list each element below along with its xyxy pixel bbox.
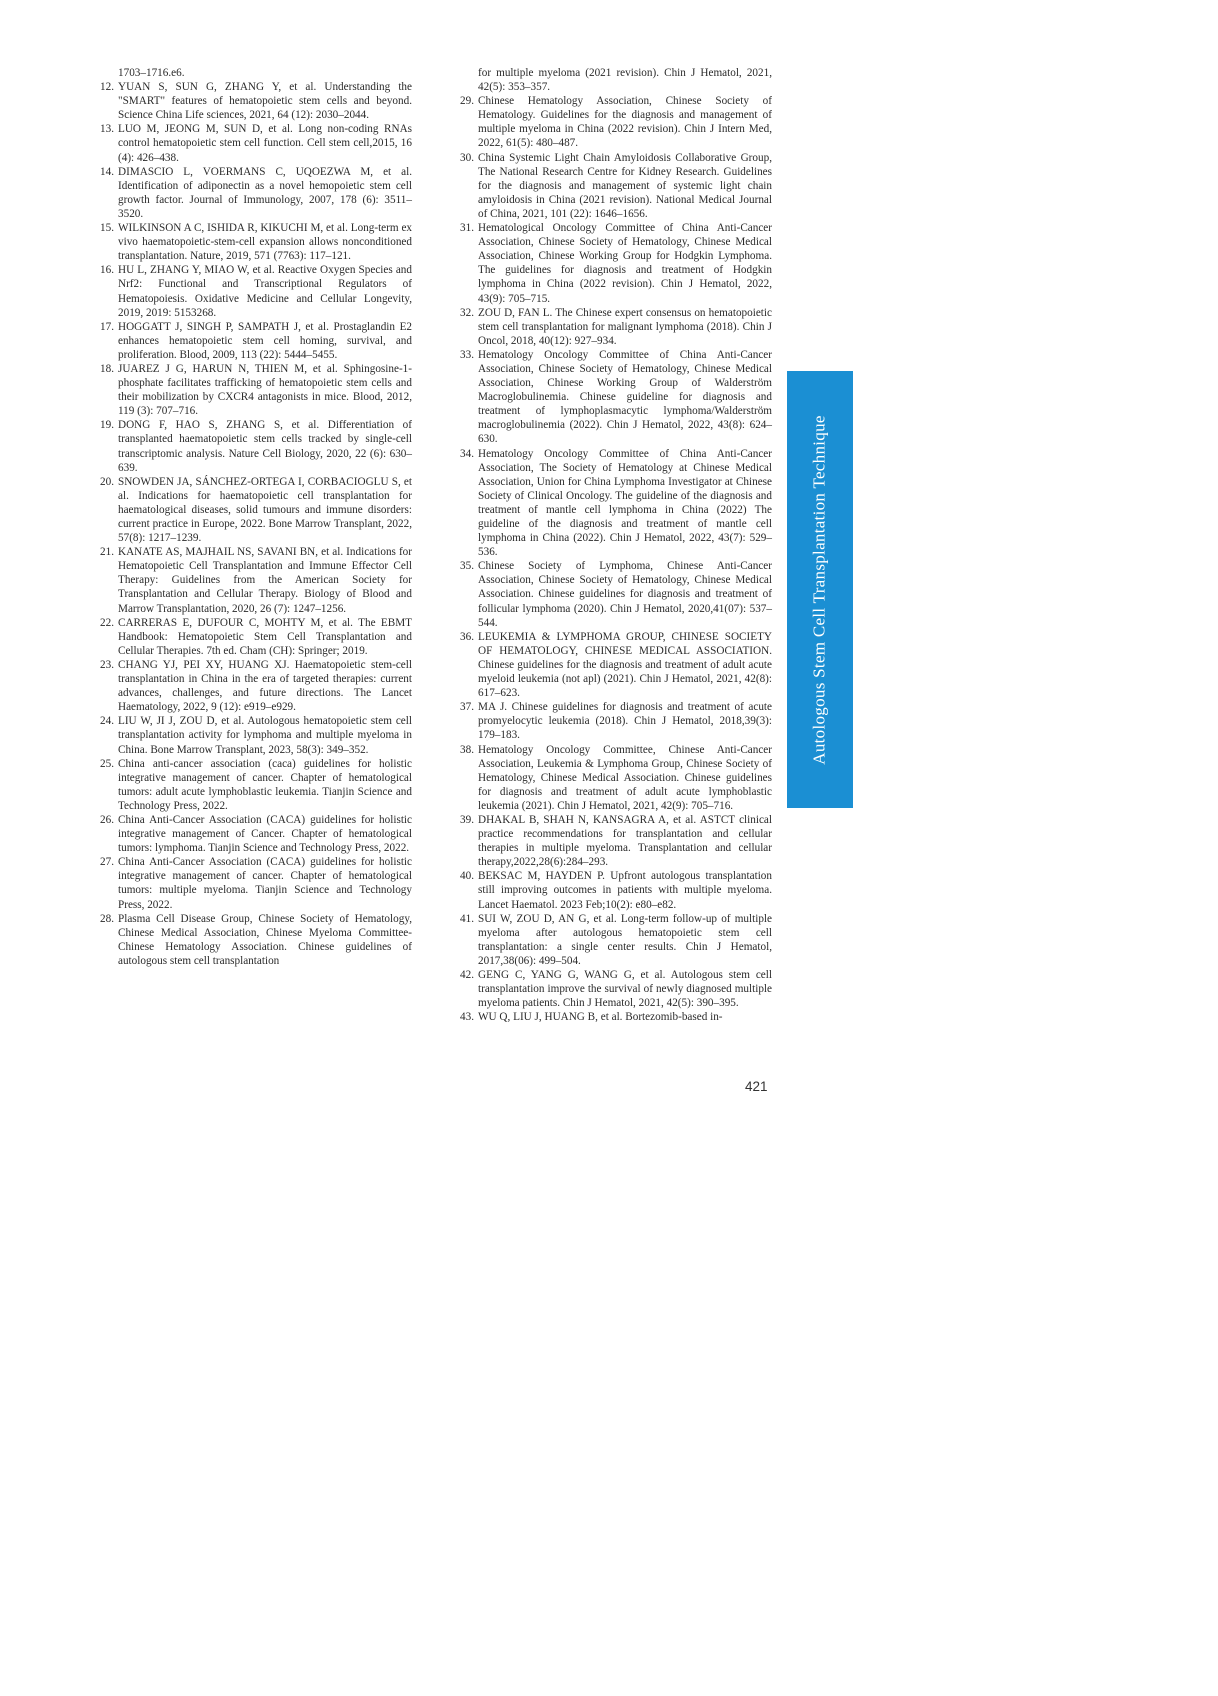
reference-item: 1703–1716.e6. <box>118 67 185 79</box>
reference-item: 32. ZOU D, FAN L. The Chinese expert consensus on hematopoietic stem cell transplantation for malignant lymphoma (2018). Chin J Oncol, 2018, 40(12): 927–934. <box>460 306 772 347</box>
reference-item: 17. HOGGATT J, SINGH P, SAMPATH J, et al. Prostaglandin E2 enhances hematopoietic stem cell homing, survival, and proliferation. Blood, 2009, 113 (22): 5444–5455. <box>100 320 412 361</box>
reference-item: 38. Hematology Oncology Committee, Chinese Anti-Cancer Association, Leukemia & Lymphoma Group, Chinese Society of Hematology, Chinese Medical Association. Chinese guidelines for diagnosis and treatment of adult acute lymphoblastic leukemia (2021). Chin J Hematol, 2021, 42(9): 705–716. <box>460 743 772 812</box>
reference-item: 21. KANATE AS, MAJHAIL NS, SAVANI BN, et al. Indications for Hematopoietic Cell Transplantation and Immune Effector Cell Therapy: Guidelines from the American Society for Transplantation and Cellular Therapy. Biology of Blood and Marrow Transplantation, 2020, 26 (7): 1247–1256. <box>100 546 412 615</box>
reference-item: 14. DIMASCIO L, VOERMANS C, UQOEZWA M, et al. Identification of adiponectin as a novel hemopoietic stem cell growth factor. Journal of Immunology, 2007, 178 (6): 3511–3520. <box>100 165 412 220</box>
reference-item: 25. China anti-cancer association (caca) guidelines for holistic integrative management of cancer. Chapter of hematological tumors: adult acute lymphoblastic leukemia. Tianjin Science and Technology Press, 2022. <box>100 757 412 812</box>
reference-item: 12. YUAN S, SUN G, ZHANG Y, et al. Understanding the "SMART" features of hematopoietic stem cells and beyond. Science China Life sciences, 2021, 64 (12): 2030–2044. <box>100 81 412 122</box>
reference-item: 18. JUAREZ J G, HARUN N, THIEN M, et al. Sphingosine-1-phosphate facilitates trafficking of hematopoietic stem cells and their mobilization by CXCR4 antagonists in mice. Blood, 2012, 119 (3): 707–716. <box>100 362 412 418</box>
reference-item: 27. China Anti-Cancer Association (CACA) guidelines for holistic integrative management of cancer. Chapter of hematological tumors: multiple myeloma. Tianjin Science and Technology Press, 2022. <box>100 856 412 911</box>
reference-item: 42. GENG C, YANG G, WANG G, et al. Autologous stem cell transplantation improve the survival of newly diagnosed multiple myeloma patients. Chin J Hematol, 2021, 42(5): 390–395. <box>460 969 772 1010</box>
reference-item: 16. HU L, ZHANG Y, MIAO W, et al. Reactive Oxygen Species and Nrf2: Functional and Transcriptional Regulators of Hematopoiesis. Oxidative Medicine and Cellular Longevity, 2019, 2019: 5153268. <box>100 264 412 319</box>
reference-item: 43. WU Q, LIU J, HUANG B, et al. Bortezomib-based in- <box>460 1011 723 1024</box>
reference-item: 24. LIU W, JI J, ZOU D, et al. Autologous hematopoietic stem cell transplantation activity for lymphoma and multiple myeloma in China. Bone Marrow Transplant, 2023, 58(3): 349–352. <box>100 715 412 756</box>
reference-item: 36. LEUKEMIA & LYMPHOMA GROUP, CHINESE SOCIETY OF HEMATOLOGY, CHINESE MEDICAL ASSOCIATION. Chinese guidelines for the diagnosis and treatment of adult acute myeloid leukemia (not apl) (2021). Chin J Hematol, 2021, 42(8): 617–623. <box>460 630 772 700</box>
reference-item: 39. DHAKAL B, SHAH N, KANSAGRA A, et al. ASTCT clinical practice recommendations for transplantation and cellular therapies in multiple myeloma. Transplantation and cellular therapy,2022,28(6):284–293. <box>460 813 772 869</box>
side-tab-label: Autologous Stem Cell Transplantation Technique <box>810 414 830 765</box>
reference-item: for multiple myeloma (2021 revision). Chin J Hematol, 2021, 42(5): 353–357. <box>478 67 772 94</box>
reference-item: 30. China Systemic Light Chain Amyloidosis Collaborative Group, The National Research Centre for Kidney Research. Guidelines for the diagnosis and management of systemic light chain amyloidosis in China (2021 revision). National Medical Journal of China, 2021, 101 (22): 1646–1656. <box>460 151 772 220</box>
reference-item: 35. Chinese Society of Lymphoma, Chinese Anti-Cancer Association, Chinese Society of Hematology, Chinese Medical Association. Chinese guidelines for diagnosis and treatment of follicular lymphoma (2020). Chin J Hematol, 2020,41(07): 537–544. <box>460 560 772 629</box>
reference-item: 20. SNOWDEN JA, SÁNCHEZ-ORTEGA I, CORBACIOGLU S, et al. Indications for haematopoietic cell transplantation for haematological diseases, solid tumours and immune disorders: current practice in Europe, 2022. Bone Marrow Transplant, 2022, 57(8): 1217–1239. <box>100 475 412 545</box>
reference-item: 15. WILKINSON A C, ISHIDA R, KIKUCHI M, et al. Long-term ex vivo haematopoietic-stem-cell expansion allows nonconditioned transplantation. Nature, 2019, 571 (7763): 117–121. <box>100 222 412 263</box>
page-number: 421 <box>745 1079 768 1094</box>
references-left-column <box>100 66 412 968</box>
reference-item: 37. MA J. Chinese guidelines for diagnosis and treatment of acute promyelocytic leukemia (2018). Chin J Hematol, 2018,39(3): 179–183. <box>460 701 772 742</box>
reference-item: 23. CHANG YJ, PEI XY, HUANG XJ. Haematopoietic stem-cell transplantation in China in the era of targeted therapies: current advances, challenges, and future directions. The Lancet Haematology, 2022, 9 (12): e919–e929. <box>100 658 412 714</box>
reference-item: 31. Hematological Oncology Committee of China Anti-Cancer Association, Chinese Society of Hematology, Chinese Medical Association, Chinese Working Group for Hodgkin Lymphoma. The guidelines for diagnosis and treatment of Hodgkin lymphoma in China (2022 revision). Chin J Hematol, 2022, 43(9): 705–715. <box>460 222 772 305</box>
reference-item: 19. DONG F, HAO S, ZHANG S, et al. Differentiation of transplanted haematopoietic stem cells tracked by single-cell transcriptomic analysis. Nature Cell Biology, 2020, 22 (6): 630–639. <box>100 419 412 474</box>
reference-item: 41. SUI W, ZOU D, AN G, et al. Long-term follow-up of multiple myeloma after autologous hematopoietic stem cell transplantation: a single center results. Chin J Hematol, 2017,38(06): 499–504. <box>460 912 772 967</box>
references-right-column <box>460 66 772 1024</box>
reference-item: 22. CARRERAS E, DUFOUR C, MOHTY M, et al. The EBMT Handbook: Hematopoietic Stem Cell Transplantation and Cellular Therapies. 7th ed. Cham (CH): Springer; 2019. <box>100 616 412 657</box>
reference-item: 13. LUO M, JEONG M, SUN D, et al. Long non-coding RNAs control hematopoietic stem cell function. Cell stem cell,2015, 16 (4): 426–438. <box>100 123 412 164</box>
reference-item: 33. Hematology Oncology Committee of China Anti-Cancer Association, Chinese Society of Hematology, Chinese Medical Association, Chinese Working Group of Walderström Macroglobulinemia. Chinese guideline for diagnosis and treatment of lymphoplasmacytic lymphoma/Walderström macroglobulinemia (2022). Chin J Hematol, 2022, 43(8): 624–630. <box>460 348 772 446</box>
reference-item: 26. China Anti-Cancer Association (CACA) guidelines for holistic integrative management of Cancer. Chapter of hematological tumors: lymphoma. Tianjin Science and Technology Press, 2022. <box>100 813 412 855</box>
reference-item: 28. Plasma Cell Disease Group, Chinese Society of Hematology, Chinese Medical Association, Chinese Myeloma Committee-Chinese Hematology Association. Chinese guidelines of autologous stem cell transplantation <box>100 912 412 967</box>
reference-item: 40. BEKSAC M, HAYDEN P. Upfront autologous transplantation still improving outcomes in patients with multiple myeloma. Lancet Haematol. 2023 Feb;10(2): e80–e82. <box>460 870 772 911</box>
reference-item: 34. Hematology Oncology Committee of China Anti-Cancer Association, The Society of Hematology at Chinese Medical Association, Union for China Lymphoma Investigator at Chinese Society of Clinical Oncology. The guideline of the diagnosis and treatment of mantle cell lymphoma in China (2022) The guideline of the diagnosis and treatment of mantle cell lymphoma in China (2022). Chin J Hematol, 2022, 43(7): 529–536. <box>460 447 772 559</box>
reference-item: 29. Chinese Hematology Association, Chinese Society of Hematology. Guidelines for the diagnosis and management of multiple myeloma in China (2022 revision). Chin J Intern Med, 2022, 61(5): 480–487. <box>460 95 772 150</box>
section-side-tab <box>787 371 853 808</box>
